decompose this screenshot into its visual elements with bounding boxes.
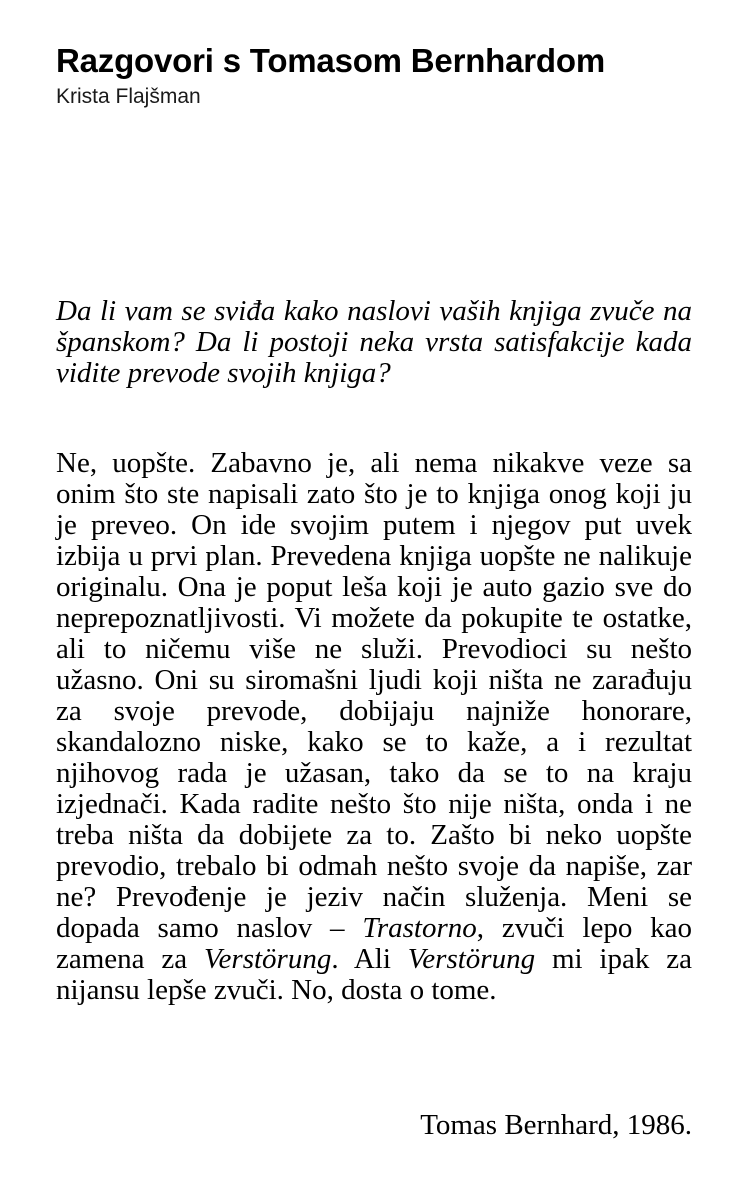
work-title-trastorno: Trastorno bbox=[362, 912, 477, 944]
author-byline: Krista Flajšman bbox=[56, 85, 201, 108]
interview-body bbox=[56, 296, 692, 1006]
work-title-verstoerung-second: Verstörung bbox=[407, 943, 536, 975]
answer-text-part-3: . Ali bbox=[331, 943, 408, 975]
answer-text-part-1: Ne, uopšte. Zabavno je, ali nema nikakve veze sa onim što ste napisali zato što je to knjiga onog koji ju je preveo. On ide svojim putem i njegov put uvek izbija u prvi plan. Prevedena knjiga uopšte ne nalikuje originalu. Ona je poput leša koji je auto gazio sve do neprepoznatljivosti. Vi možete da pokupite te ostatke, ali to ničemu više ne služi. Prevodioci su nešto užasno. Oni su siromašni ljudi koji ništa ne zarađuju za svoje prevode, dobijaju najniže honorare, skandalozno niske, kako se to kaže, a i rezultat njihovog rada je užasan, tako da se to na kraju izjednači. Kada radite nešto što nije ništa, onda i ne treba ništa da dobijete za to. Zašto bi neko uopšte prevodio, trebalo bi odmah nešto svoje da napiše, zar ne? Prevođenje je jeziv način služenja. Meni se dopada samo naslov – bbox=[56, 447, 692, 944]
document-header bbox=[56, 42, 692, 110]
interview-question: Da li vam se sviđa kako naslovi vaših knjiga zvuče na španskom? Da li postoji neka vrsta satisfakcije kada vidite prevode svojih knjiga? bbox=[56, 295, 692, 389]
answer-text-part-2: , zvuči lepo kao zamena za bbox=[56, 912, 692, 975]
work-title-verstoerung-first: Verstörung bbox=[204, 943, 332, 975]
attribution-line: Tomas Bernhard, 1986. bbox=[420, 1109, 692, 1141]
interview-answer bbox=[56, 389, 692, 1006]
answer-text-part-4: mi ipak za nijansu lepše zvuči. No, dosta o tome. bbox=[56, 943, 692, 1006]
page-title: Razgovori s Tomasom Bernhardom bbox=[56, 42, 605, 79]
